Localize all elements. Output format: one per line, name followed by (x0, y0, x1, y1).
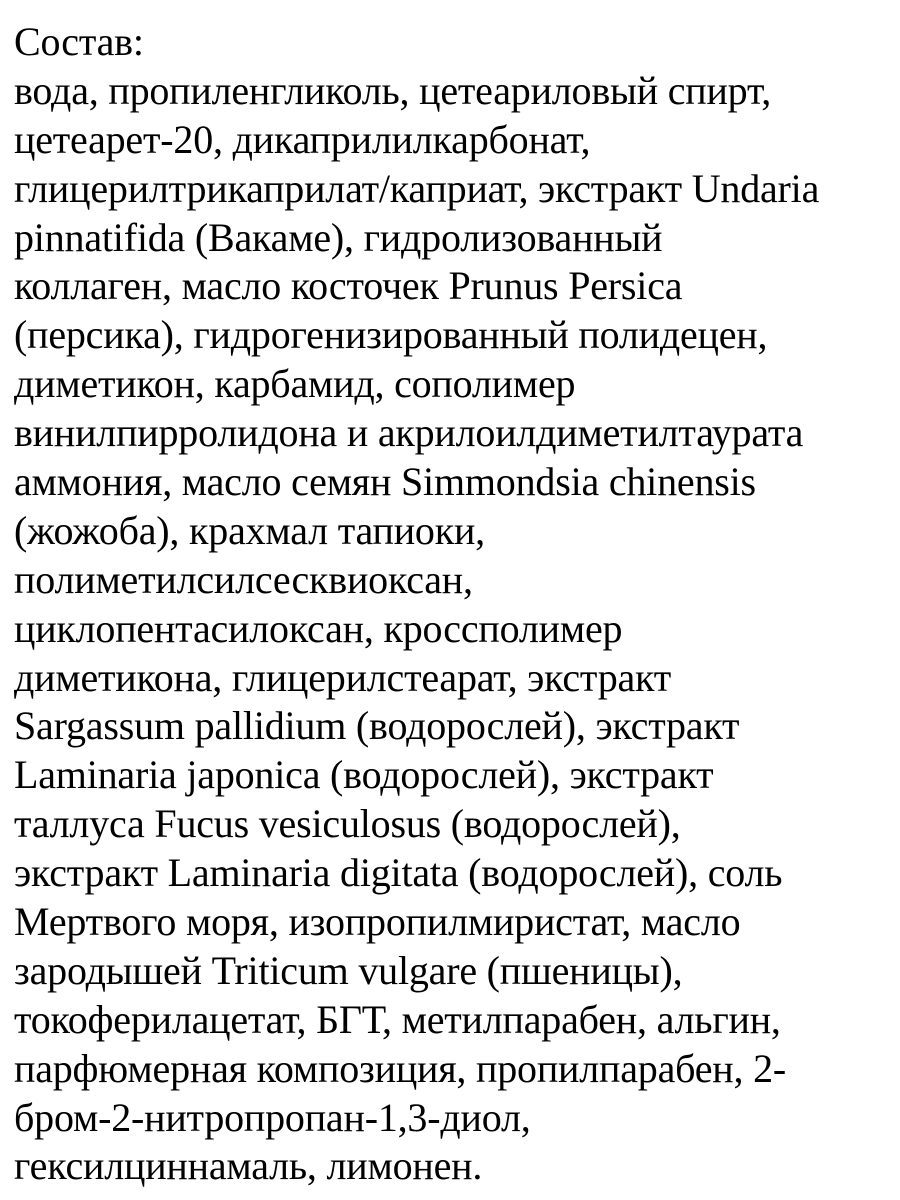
text-line: pinnatifida (Вакаме), гидролизованный (14, 214, 663, 260)
heading: Состав: (14, 19, 144, 64)
text-line: зародышей Triticum vulgare (пшеницы), (14, 947, 683, 993)
text-line: винилпирролидона и акрилоилдиметилтаурата (14, 410, 804, 456)
text-line: гексилциннамаль, лимонен. (14, 1143, 483, 1189)
ingredients-document (14, 18, 894, 1191)
text-line: циклопентасилоксан, кроссполимер (14, 605, 623, 651)
text-line: коллаген, масло косточек Prunus Persica (14, 263, 683, 309)
text-line: глицерилтрикаприлат/каприат, экстракт Undaria (14, 165, 820, 211)
text-line: экстракт Laminaria digitata (водорослей), соль (14, 850, 783, 896)
text-line: (жожоба), крахмал тапиоки, (14, 507, 485, 553)
text-line: диметикон, карбамид, сополимер (14, 361, 576, 407)
text-line: бром-2-нитропропан-1,3-диол, (14, 1094, 531, 1140)
text-line: аммония, масло семян Simmondsia chinensis (14, 459, 756, 505)
text-line: диметикона, глицерилстеарат, экстракт (14, 654, 672, 700)
text-line: вода, пропиленгликоль, цетеариловый спирт, (14, 67, 772, 113)
text-line: (персика), гидрогенизированный полидецен, (14, 312, 768, 358)
text-line: полиметилсилсесквиоксан, (14, 556, 473, 602)
text-line: цетеарет-20, дикаприлилкарбонат, (14, 116, 591, 162)
text-line: таллуса Fucus vesiculosus (водорослей), (14, 801, 681, 847)
text-line: Мертвого моря, изопропилмиристат, масло (14, 899, 741, 945)
text-line: Laminaria japonica (водорослей), экстракт (14, 752, 714, 798)
text-line: парфюмерная композиция, пропилпарабен, 2- (14, 1045, 787, 1091)
text-line: токоферилацетат, БГТ, метилпарабен, альгин, (14, 996, 781, 1042)
text-line: Sargassum pallidium (водорослей), экстракт (14, 703, 740, 749)
